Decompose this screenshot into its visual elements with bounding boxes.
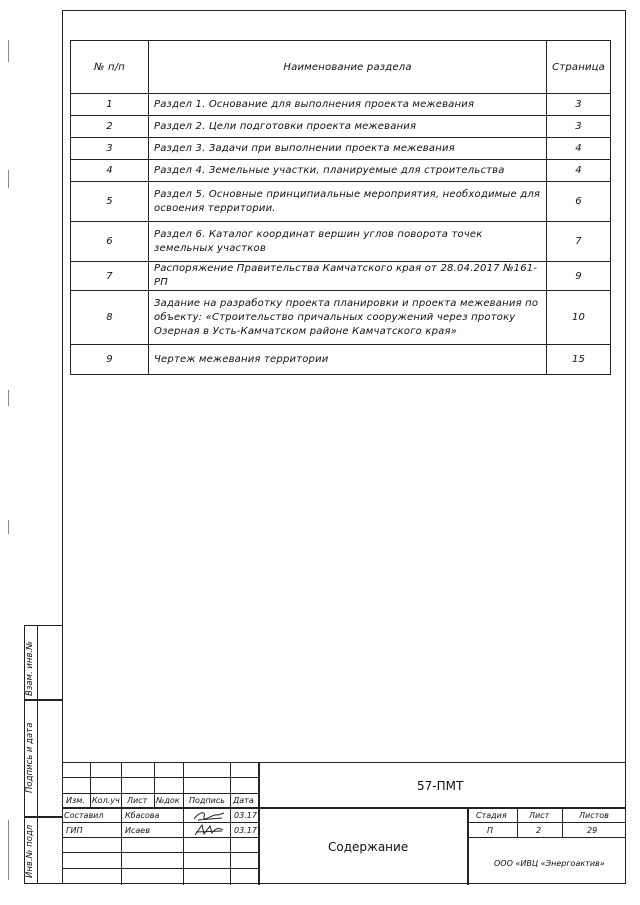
- col-podpis: Подпись: [189, 796, 225, 805]
- side-stamp-vzam: [24, 625, 62, 700]
- signature-icon: [192, 809, 226, 822]
- document-title: Содержание: [328, 840, 409, 854]
- col-page-header: Страница: [547, 41, 611, 94]
- row-page: 7: [547, 222, 611, 262]
- row-page: 3: [547, 116, 611, 138]
- role-sostavil: Составил: [64, 811, 104, 820]
- row-num: 7: [71, 262, 149, 291]
- margin-mark: [8, 170, 9, 188]
- col-list: Лист: [127, 796, 148, 805]
- row-title: Чертеж межевания территории: [149, 345, 547, 375]
- row-title: Раздел 3. Задачи при выполнении проекта межевания: [149, 138, 547, 160]
- sheets-header: Листов: [579, 811, 609, 820]
- table-row: [71, 116, 611, 138]
- row-title: Раздел 1. Основание для выполнения проекта межевания: [149, 94, 547, 116]
- margin-mark: [8, 40, 9, 62]
- row-page: 6: [547, 182, 611, 222]
- col-num-header: № п/п: [71, 41, 149, 94]
- table-row: [71, 222, 611, 262]
- signature-icon: [192, 823, 226, 837]
- date-gip: 03.17: [234, 826, 257, 835]
- row-num: 8: [71, 291, 149, 345]
- sheet-value: 2: [536, 826, 542, 835]
- date-sostavil: 03.17: [234, 811, 257, 820]
- row-title: Раздел 6. Каталог координат вершин углов поворота точек земельных участков: [149, 222, 547, 262]
- col-title-header: Наименование раздела: [149, 41, 547, 94]
- row-title: Раздел 2. Цели подготовки проекта межевания: [149, 116, 547, 138]
- table-header-row: [71, 41, 611, 94]
- sheet-header: Лист: [529, 811, 550, 820]
- stage-value: П: [487, 826, 494, 835]
- table-row: [71, 345, 611, 375]
- table-row: [71, 291, 611, 345]
- margin-mark: [8, 520, 9, 534]
- podpis-label: Подпись и дата: [25, 722, 35, 793]
- margin-mark: [8, 820, 9, 880]
- sheets-value: 29: [587, 826, 598, 835]
- margin-mark: [8, 390, 9, 406]
- row-title: Задание на разработку проекта планировки и проекта межевания по объекту: «Строительство причальных сооружений через протоку Озерная в Усть-Камчатском районе Камчатского края»: [149, 291, 547, 345]
- row-num: 4: [71, 160, 149, 182]
- title-block: [62, 762, 626, 885]
- side-stamp-inv: [24, 817, 62, 884]
- col-ndok: №док: [156, 796, 180, 805]
- row-page: 10: [547, 291, 611, 345]
- inv-label: Инв.№ подл: [25, 824, 35, 878]
- row-title: Распоряжение Правительства Камчатского края от 28.04.2017 №161-РП: [149, 262, 547, 291]
- table-row: [71, 160, 611, 182]
- row-num: 5: [71, 182, 149, 222]
- row-page: 4: [547, 138, 611, 160]
- table-row: [71, 262, 611, 291]
- vzam-label: Взам. инв.№: [25, 640, 35, 696]
- row-num: 3: [71, 138, 149, 160]
- row-title: Раздел 4. Земельные участки, планируемые для строительства: [149, 160, 547, 182]
- col-kol: Кол.уч: [92, 796, 120, 805]
- row-page: 9: [547, 262, 611, 291]
- col-data: Дата: [233, 796, 254, 805]
- row-page: 15: [547, 345, 611, 375]
- contents-table: [70, 40, 611, 375]
- row-num: 6: [71, 222, 149, 262]
- name-gip: Исаев: [125, 826, 150, 835]
- table-row: [71, 94, 611, 116]
- side-stamp-podpis: [24, 700, 62, 817]
- row-title: Раздел 5. Основные принципиальные мероприятия, необходимые для освоения территории.: [149, 182, 547, 222]
- organization-name: ООО «ИВЦ «Энергоактив»: [494, 859, 605, 868]
- document-code: 57-ПМТ: [417, 779, 464, 793]
- row-num: 2: [71, 116, 149, 138]
- row-page: 3: [547, 94, 611, 116]
- col-izm: Изм.: [66, 796, 85, 805]
- table-row: [71, 138, 611, 160]
- stage-header: Стадия: [476, 811, 507, 820]
- table-row: [71, 182, 611, 222]
- name-sostavil: Кбасова: [125, 811, 160, 820]
- role-gip: ГИП: [66, 826, 83, 835]
- row-num: 1: [71, 94, 149, 116]
- row-page: 4: [547, 160, 611, 182]
- row-num: 9: [71, 345, 149, 375]
